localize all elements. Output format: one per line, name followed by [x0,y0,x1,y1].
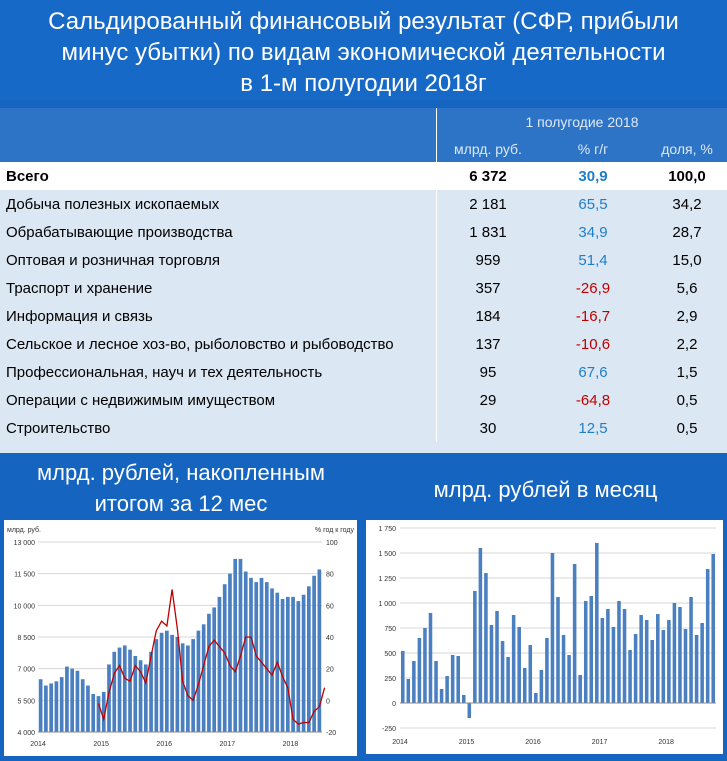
bar [244,572,248,732]
row-share: 15,0 [647,246,727,274]
bar [60,677,64,732]
row-value: 137 [437,330,540,358]
bar [534,693,538,703]
bar [506,657,510,703]
bar [484,573,488,703]
table-row [0,302,727,330]
left-chart-title-line-2: итогом за 12 мес [0,488,362,519]
y-right-tick-label: 80 [326,572,334,579]
row-value: 2 181 [437,190,540,218]
bar [711,554,715,703]
row-yoy: 34,9 [539,218,647,246]
bar [523,668,527,703]
row-name: Сельское и лесное хоз-во, рыболовство и рыбоводство [0,330,437,358]
bar [673,603,677,703]
bar [160,633,164,732]
row-name: Операции с недвижимым имуществом [0,386,437,414]
y-right-tick-label: 60 [326,603,334,610]
bar [623,609,627,703]
row-yoy: -26,9 [539,274,647,302]
bar [165,631,169,732]
y-axis-label-left: млрд. руб. [7,526,41,534]
row-share: 34,2 [647,190,727,218]
bar [495,611,499,703]
table-row [0,330,727,358]
bar [706,569,710,703]
bar [296,601,300,732]
monthly-profit-chart [366,520,723,754]
y-tick-label: 250 [384,676,396,683]
row-value: 30 [437,414,540,442]
bar [567,655,571,703]
table-body [0,162,727,442]
bar [223,584,227,732]
row-name: Добыча полезных ископаемых [0,190,437,218]
row-yoy: 65,5 [539,190,647,218]
bar [118,648,122,732]
x-tick-label: 2014 [392,739,408,746]
row-share: 2,9 [647,302,727,330]
row-name: Оптовая и розничная торговля [0,246,437,274]
x-tick-label: 2015 [93,741,109,748]
bar [639,615,643,703]
results-table [0,108,727,453]
x-tick-label: 2016 [525,739,541,746]
title-line-2: минус убытки) по видам экономической деятельности [0,37,727,68]
bar [595,543,599,703]
bar [86,686,90,732]
left-chart-panel [4,520,357,756]
table-row [0,414,727,442]
cumulative-profit-chart [4,520,357,756]
y-axis-label-right: % год к году [315,527,355,534]
row-value: 6 372 [437,162,540,190]
left-chart-title [0,457,362,519]
bar [423,628,427,703]
y-tick-label: 5 500 [17,698,35,705]
bar [76,671,80,732]
left-chart-title-line-1: млрд. рублей, накопленным [0,457,362,488]
table-header-cols-row [0,135,727,162]
bar [456,656,460,703]
y-tick-label: 1 750 [378,526,396,533]
col-header-share: доля, % [647,135,727,162]
bar [529,645,533,703]
table-row [0,274,727,302]
row-yoy: 30,9 [539,162,647,190]
row-yoy: 12,5 [539,414,647,442]
row-share: 0,5 [647,414,727,442]
right-chart-panel [366,520,723,754]
col-header-value: млрд. руб. [437,135,540,162]
x-tick-label: 2016 [156,741,172,748]
bar [49,683,53,732]
bar [265,582,269,732]
bar [512,615,516,703]
y-tick-label: 13 000 [14,540,36,547]
row-value: 357 [437,274,540,302]
row-name: Траспорт и хранение [0,274,437,302]
bar [689,597,693,703]
y-tick-label: 10 000 [14,603,36,610]
row-name: Информация и связь [0,302,437,330]
row-share: 28,7 [647,218,727,246]
bar [401,651,405,703]
y-tick-label: 1 500 [378,551,396,558]
bar [645,620,649,703]
row-name: Профессиональная, науч и тех деятельность [0,358,437,386]
bar [606,609,610,703]
table-row [0,218,727,246]
bar [70,669,74,732]
bar [650,640,654,703]
y-tick-label: 4 000 [17,730,35,737]
bar [218,597,222,732]
bar [490,625,494,703]
bar [286,597,290,732]
bar [55,681,59,732]
bar [451,655,455,703]
y-tick-label: 7 000 [17,667,35,674]
row-yoy: -10,6 [539,330,647,358]
x-tick-label: 2018 [283,741,299,748]
row-share: 1,5 [647,358,727,386]
y-tick-label: 750 [384,626,396,633]
bar [445,676,449,703]
bar [578,675,582,703]
bar [434,661,438,703]
bar [545,638,549,703]
y-tick-label: 500 [384,651,396,658]
bar [81,679,85,732]
bar [154,639,158,732]
row-share: 100,0 [647,162,727,190]
bar [462,695,466,703]
y-right-tick-label: 0 [326,698,330,705]
y-tick-label: 1 250 [378,576,396,583]
bar [662,630,666,703]
bar [628,650,632,703]
bar [249,578,253,732]
y-tick-label: 11 500 [14,572,35,579]
bar [302,595,306,732]
row-name: Строительство [0,414,437,442]
bar [551,553,555,703]
y-right-tick-label: 20 [326,667,334,674]
header-blank-2 [0,135,437,162]
bar [312,576,316,732]
bar [260,578,264,732]
bar [562,635,566,703]
row-yoy: -16,7 [539,302,647,330]
bar [270,588,274,732]
bar [473,591,477,703]
bar [239,559,243,732]
row-yoy: 51,4 [539,246,647,274]
bar [501,641,505,703]
bar [202,624,206,732]
bar [429,613,433,703]
row-share: 0,5 [647,386,727,414]
row-value: 95 [437,358,540,386]
x-tick-label: 2017 [220,741,236,748]
bar [39,679,43,732]
row-share: 2,2 [647,330,727,358]
row-share: 5,6 [647,274,727,302]
bar [181,643,185,732]
bar [667,620,671,703]
row-value: 959 [437,246,540,274]
y-tick-label: 1 000 [378,601,396,608]
bar [407,679,411,703]
y-tick-label: -250 [382,726,396,733]
row-value: 1 831 [437,218,540,246]
bar [186,645,190,732]
x-tick-label: 2015 [459,739,475,746]
bar [584,601,588,703]
col-header-yoy: % г/г [539,135,647,162]
bar [695,635,699,703]
bar [128,650,132,732]
bar [589,596,593,703]
bar [656,614,660,703]
bar [207,614,211,732]
table-row [0,246,727,274]
bar [440,689,444,703]
bar [684,629,688,703]
bar [191,639,195,732]
y-tick-label: 0 [392,701,396,708]
results-table-grid [0,108,727,442]
bar [228,574,232,732]
table-row [0,358,727,386]
bar [44,686,48,732]
bar [65,667,69,732]
row-name: Всего [0,162,437,190]
bar [601,618,605,703]
x-tick-label: 2018 [658,739,674,746]
y-tick-label: 8 500 [17,635,35,642]
table-header-period-row [0,108,727,135]
title-line-1: Сальдированный финансовый результат (СФР, прибыли [0,6,727,37]
bar [176,637,180,732]
page-title [0,0,727,100]
table-row-total [0,162,727,190]
bar [307,586,311,732]
x-tick-label: 2017 [592,739,608,746]
bar [112,652,116,732]
bar [170,635,174,732]
right-chart-title: млрд. рублей в месяц [364,474,727,505]
bar [123,645,127,732]
bar [634,634,638,703]
bar [212,607,216,732]
bar [540,670,544,703]
bar [617,601,621,703]
row-value: 29 [437,386,540,414]
row-yoy: -64,8 [539,386,647,414]
title-line-3: в 1-м полугодии 2018г [0,68,727,99]
bar [612,627,616,703]
bar [573,564,577,703]
bar [412,661,416,703]
row-name: Обрабатывающие производства [0,218,437,246]
bar [281,599,285,732]
bar [233,559,237,732]
y-right-tick-label: -20 [326,730,336,737]
yoy-line [99,590,325,725]
bar [556,597,560,703]
bar [418,638,422,703]
bar [91,694,95,732]
bar [97,696,101,732]
y-right-tick-label: 40 [326,635,334,642]
y-right-tick-label: 100 [326,540,338,547]
bar [517,627,521,703]
table-row [0,386,727,414]
table-row [0,190,727,218]
bar [700,623,704,703]
header-blank [0,108,437,135]
row-value: 184 [437,302,540,330]
bar [468,703,472,718]
x-tick-label: 2014 [30,741,46,748]
bar [479,548,483,703]
bar [678,607,682,703]
row-yoy: 67,6 [539,358,647,386]
period-header: 1 полугодие 2018 [437,108,727,135]
